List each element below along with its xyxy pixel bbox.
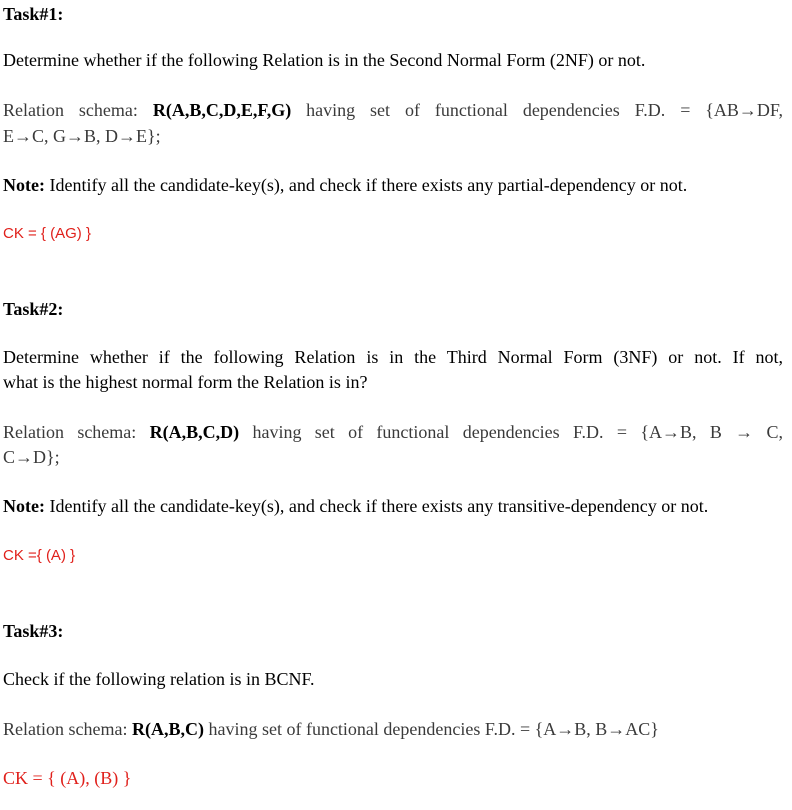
task2-schema-prefix: Relation schema: — [3, 422, 150, 442]
task2-schema-line1 — [3, 421, 783, 443]
task2-heading: Task#2: — [3, 299, 64, 319]
task2-schema-relation: R(A,B,C,D) — [149, 422, 240, 442]
task3-schema-relation: R(A,B,C) — [131, 719, 204, 739]
task2-schema-fd-line1: having set of functional dependencies F.D. = {A→B, B → C, — [239, 422, 783, 442]
task2-question-line2: what is the highest normal form the Relation is in? — [3, 372, 368, 392]
task1-schema-fd-line1: having set of functional dependencies F.D. = {AB→DF, — [291, 100, 784, 120]
task3-schema-fd: having set of functional dependencies F.D. = {A→B, B→AC} — [203, 719, 659, 739]
task2-answer: CK ={ (A) } — [3, 547, 76, 564]
task2-note-text: Identify all the candidate-key(s), and check if there exists any transitive-dependency or not. — [44, 496, 709, 516]
task1-note-text: Identify all the candidate-key(s), and check if there exists any partial-dependency or not. — [44, 175, 688, 195]
task1-question: Determine whether if the following Relation is in the Second Normal Form (2NF) or not. — [3, 50, 646, 70]
task2-note — [3, 495, 708, 517]
task1-answer: CK = { (AG) } — [3, 225, 91, 242]
task1-schema-prefix: Relation schema: — [3, 100, 153, 120]
task1-note — [3, 174, 687, 196]
task3-schema — [3, 718, 659, 740]
task3-schema-prefix: Relation schema: — [3, 719, 132, 739]
task1-note-label: Note: — [3, 175, 45, 195]
task1-schema-line1 — [3, 99, 783, 121]
task2-note-label: Note: — [3, 496, 45, 516]
task3-answer: CK = { (A), (B) } — [3, 768, 132, 788]
task1-heading: Task#1: — [3, 4, 64, 24]
task3-question: Check if the following relation is in BCNF. — [3, 669, 315, 689]
task3-heading: Task#3: — [3, 621, 64, 641]
task2-schema-line2: C→D}; — [3, 447, 60, 467]
task2-question-line1: Determine whether if the following Relation is in the Third Normal Form (3NF) or not. If not, — [3, 347, 783, 367]
task1-schema-relation: R(A,B,C,D,E,F,G) — [152, 100, 292, 120]
task1-schema-line2: E→C, G→B, D→E}; — [3, 126, 161, 146]
